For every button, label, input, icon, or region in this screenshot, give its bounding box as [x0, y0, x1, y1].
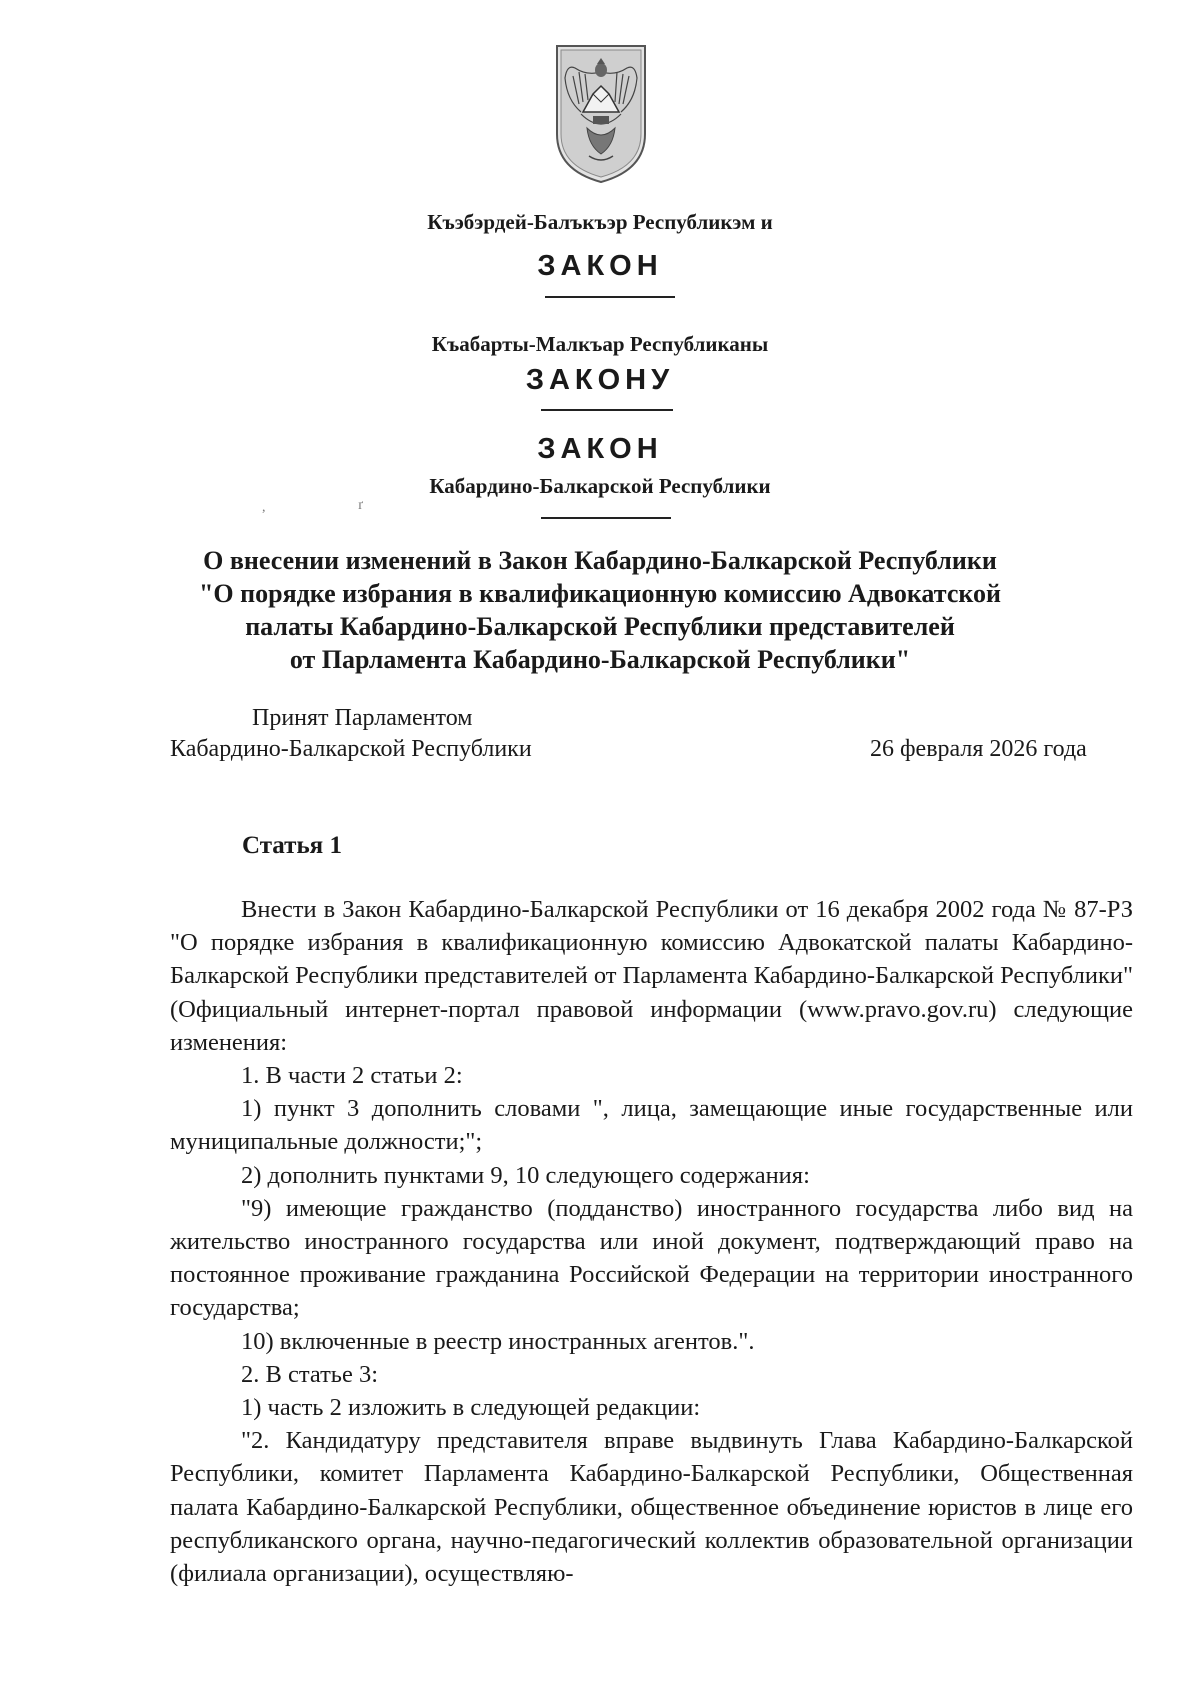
header-kbd-word: ЗАКОН — [537, 250, 663, 282]
title-line: палаты Кабардино-Балкарской Республики представителей — [245, 612, 955, 641]
scan-speck: ґ — [358, 498, 363, 513]
article-paragraph: 2. В статье 3: — [241, 1360, 379, 1388]
article-paragraph: 1) часть 2 изложить в следующей редакции: — [241, 1394, 701, 1422]
article-paragraph: 2) дополнить пунктами 9, 10 следующего содержания: — [241, 1161, 810, 1189]
adoption-date: 26 февраля 2026 года — [870, 736, 1087, 762]
scan-speck: , — [262, 500, 266, 515]
header-ru-word: ЗАКОН — [537, 433, 663, 465]
header-krc-line: Къабарты-Малкъар Республиканы — [431, 332, 769, 356]
divider-rule — [541, 517, 671, 519]
header-krc-word: ЗАКОНУ — [525, 364, 675, 396]
article-paragraph: Внести в Закон Кабардино-Балкарской Республики от 16 декабря 2002 года № 87-РЗ "О порядке избрания в квалификационную комиссию Адвокатской палаты Кабардино-Балкарской Республики представителей от Парламента Кабардино-Балкарской Республики" (Официальный интернет-портал правовой информации (www.pravo.gov.ru) следующие изменения: — [170, 896, 1133, 1056]
title-line: от Парламента Кабардино-Балкарской Республики" — [289, 645, 911, 674]
article-paragraph: 1) пункт 3 дополнить словами ", лица, замещающие иные государственные или муниципальные должности;"; — [170, 1095, 1133, 1156]
article-paragraph: "9) имеющие гражданство (подданство) иностранного государства либо вид на жительство иностранного государства или иной документ, подтверждающий право на постоянное проживание гражданина Российской Федерации на территории иностранного государства; — [170, 1194, 1133, 1322]
article-paragraph: "2. Кандидатуру представителя вправе выдвинуть Глава Кабардино-Балкарской Республики, комитет Парламента Кабардино-Балкарской Республики, Общественная палата Кабардино-Балкарской Республики, общественное объединение юристов в лице его республиканского органа, научно-педагогический коллектив образовательной организации (филиала организации), осуществляю- — [170, 1427, 1133, 1588]
article-heading: Статья 1 — [242, 832, 342, 859]
article-paragraph: 10) включенные в реестр иностранных агентов.". — [241, 1327, 755, 1355]
divider-rule — [545, 296, 675, 298]
law-title — [150, 544, 1050, 676]
title-line: "О порядке избрания в квалификационную комиссию Адвокатской — [198, 579, 1002, 608]
title-line: О внесении изменений в Закон Кабардино-Балкарской Республики — [203, 546, 997, 575]
article-paragraph: 1. В части 2 статьи 2: — [241, 1062, 463, 1090]
article-body — [170, 893, 1133, 1590]
header-ru-line: Кабардино-Балкарской Республики — [429, 474, 771, 498]
adopted-line-2: Кабардино-Балкарской Республики — [170, 736, 532, 762]
coat-of-arms-emblem — [553, 42, 649, 184]
adopted-line-1: Принят Парламентом — [252, 705, 473, 731]
divider-rule — [541, 409, 673, 411]
header-kbd-line: Къэбэрдей-Балъкъэр Республикэм и — [427, 210, 773, 234]
